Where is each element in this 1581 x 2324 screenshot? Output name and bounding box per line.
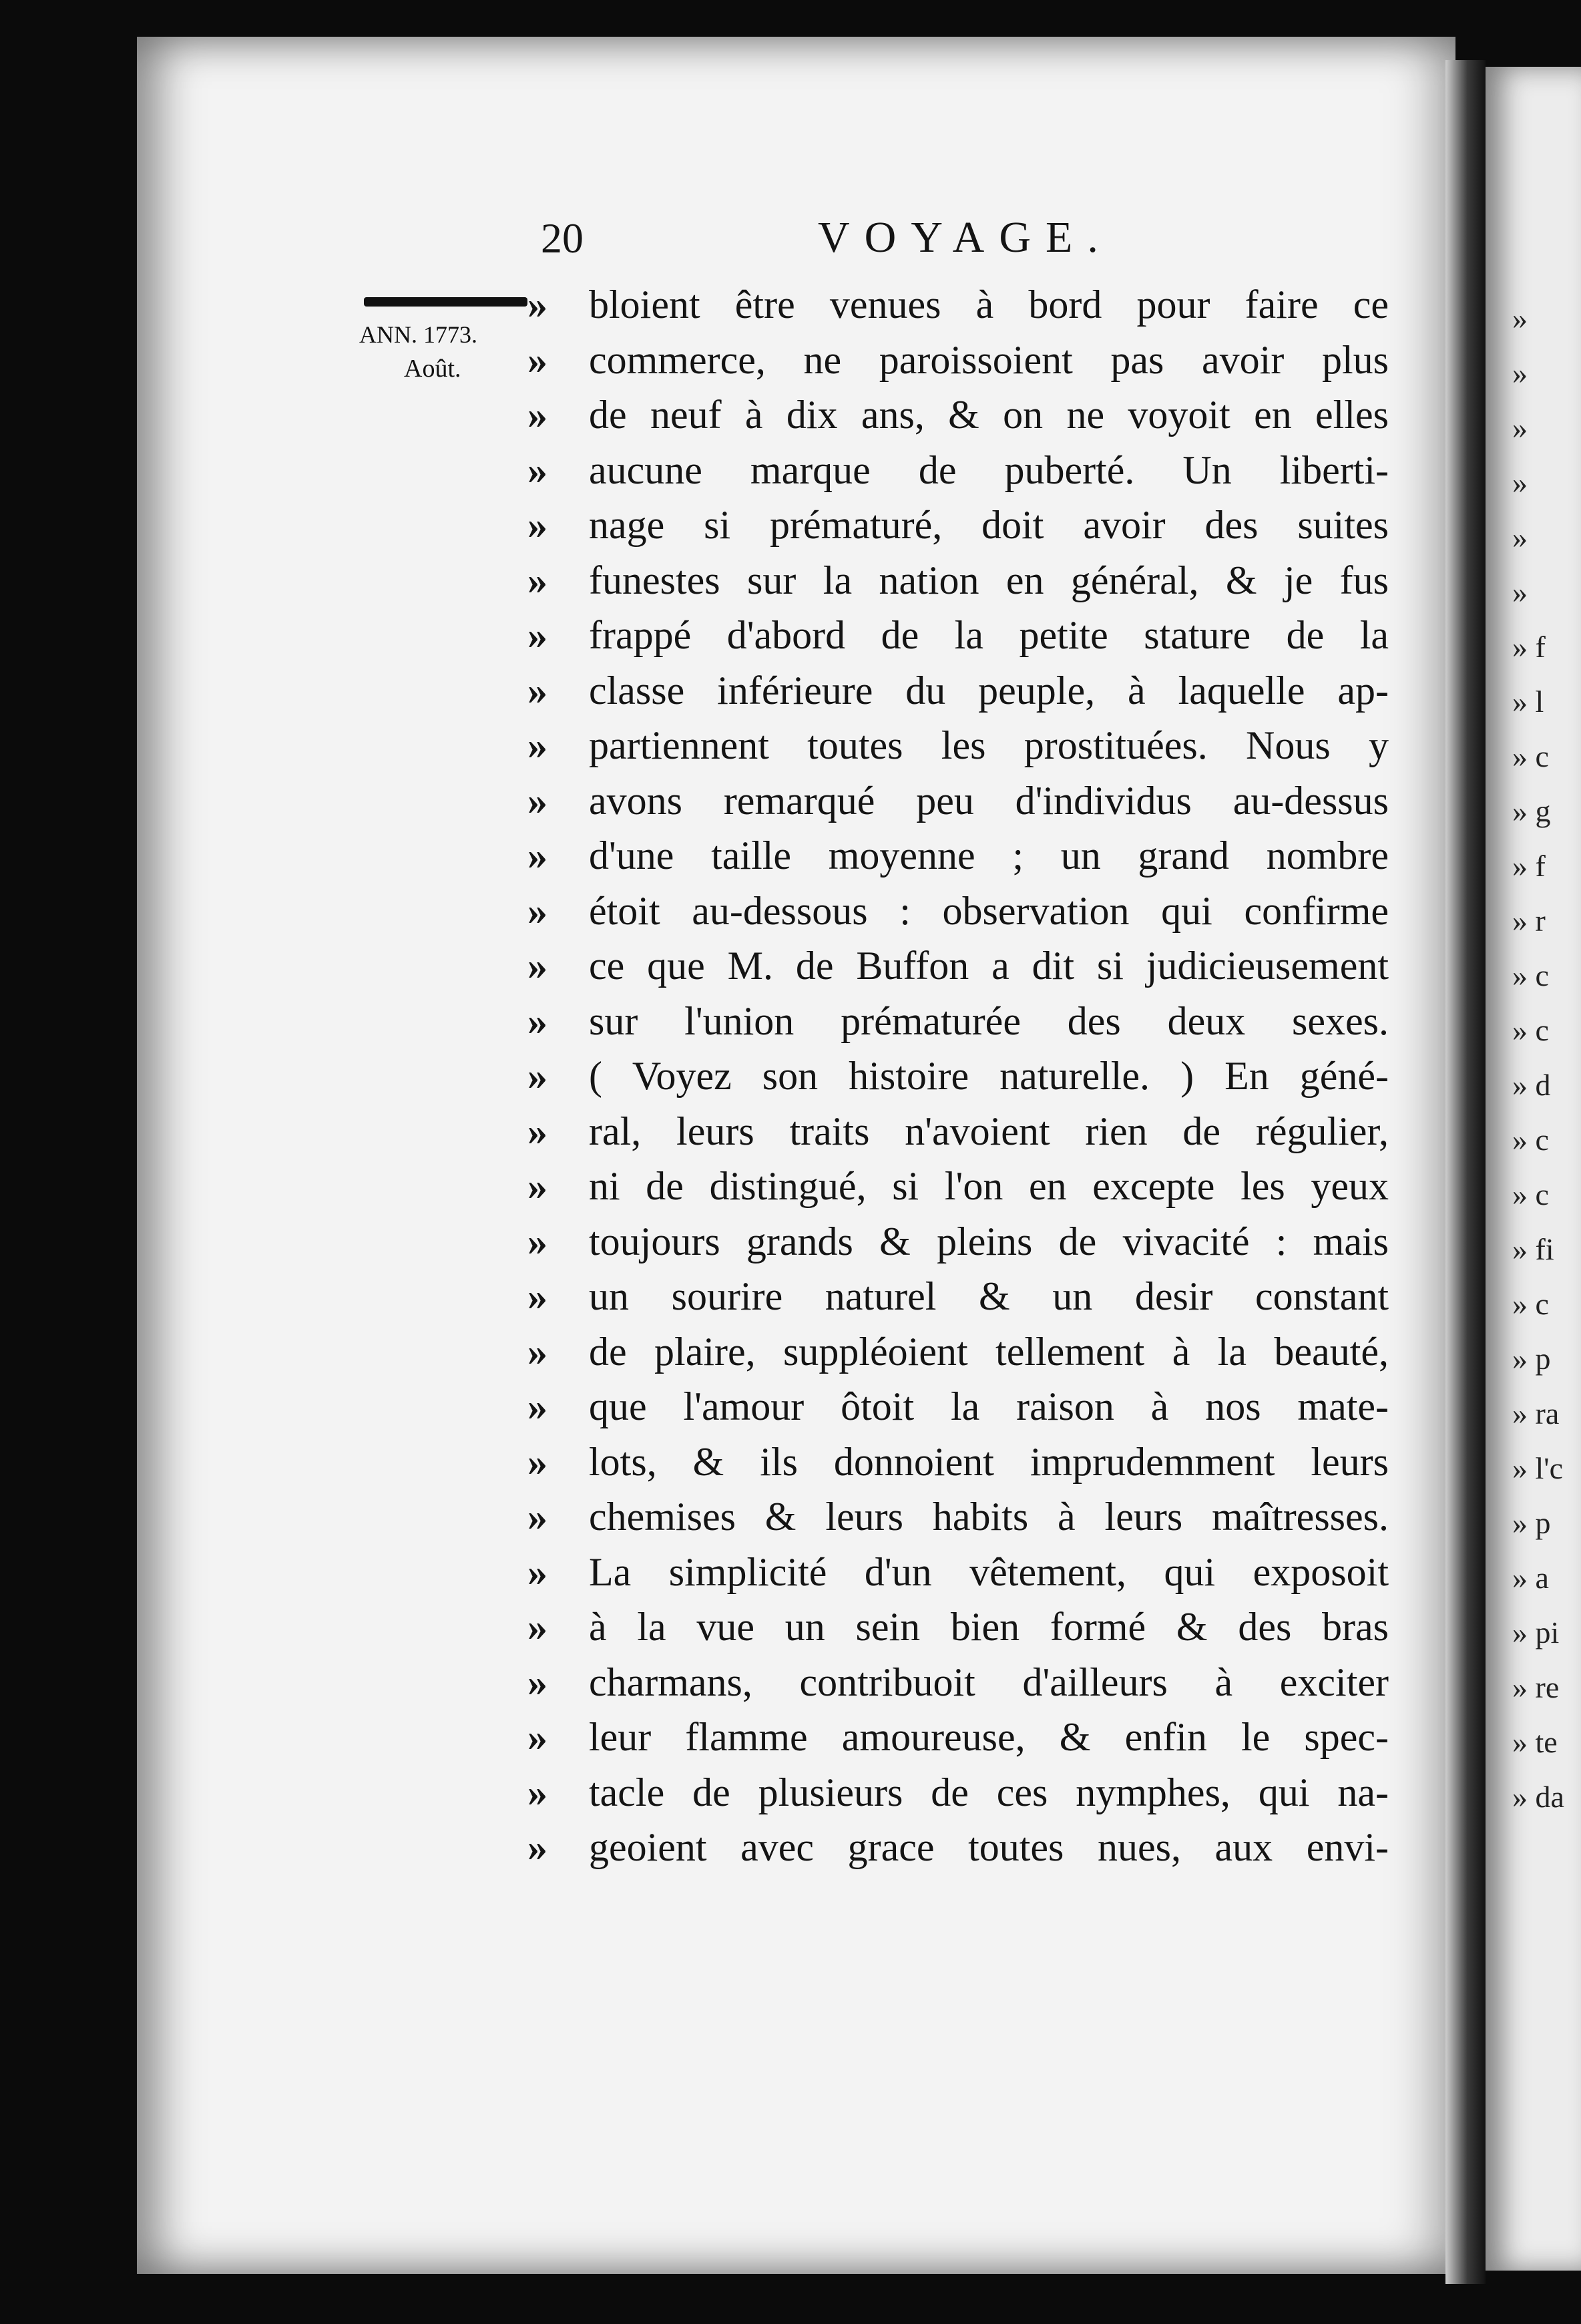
facing-page-fragment: » d (1512, 1068, 1551, 1102)
quote-mark: » (527, 447, 547, 492)
text-line (527, 938, 1389, 994)
line-text: commerce, ne paroissoient pas avoir plus (589, 337, 1389, 382)
quote-mark: » (527, 282, 547, 327)
line-text: leur flamme amoureuse, & enfin le spec- (589, 1715, 1389, 1759)
line-text: bloient être venues à bord pour faire ce (589, 282, 1389, 327)
facing-page-fragment: » da (1512, 1780, 1564, 1814)
line-text: de neuf à dix ans, & on ne voyoit en elles (589, 393, 1389, 437)
facing-page-fragment: » f (1512, 849, 1546, 883)
line-text: partiennent toutes les prostituées. Nous y (589, 723, 1389, 767)
text-line (527, 1379, 1389, 1434)
quote-mark: » (527, 1660, 547, 1704)
text-line (527, 718, 1389, 773)
quote-mark: » (527, 1219, 547, 1264)
facing-page-fragment: » a (1512, 1561, 1549, 1595)
line-text: avons remarqué peu d'individus au-dessus (589, 778, 1389, 823)
text-line (527, 1048, 1389, 1104)
facing-page-fragment: » l'c (1512, 1451, 1563, 1485)
facing-page-fragment: » (1512, 301, 1528, 335)
line-text: ce que M. de Buffon a dit si judicieusement (589, 944, 1389, 988)
facing-page-fragment: » (1512, 520, 1528, 554)
line-text: lots, & ils donnoient imprudemment leurs (589, 1439, 1389, 1484)
facing-page-fragment: » re (1512, 1670, 1560, 1704)
line-text: funestes sur la nation en général, & je fus (589, 558, 1389, 602)
text-line (527, 1489, 1389, 1545)
facing-page-fragment: » c (1512, 1123, 1549, 1157)
text-line (527, 1545, 1389, 1600)
quote-mark: » (527, 613, 547, 657)
text-line (527, 1159, 1389, 1214)
quote-mark: » (527, 723, 547, 767)
text-line (527, 1655, 1389, 1710)
text-line (527, 277, 1389, 333)
quote-mark: » (527, 778, 547, 823)
quote-mark: » (527, 944, 547, 988)
line-text: La simplicité d'un vêtement, qui exposoit (589, 1549, 1389, 1594)
line-text: étoit au-dessous : observation qui confirme (589, 888, 1389, 933)
quote-mark: » (527, 1549, 547, 1594)
quote-mark: » (527, 1605, 547, 1649)
line-text: de plaire, suppléoient tellement à la beauté, (589, 1329, 1389, 1374)
facing-page-fragment: » (1512, 465, 1528, 500)
facing-page-fragment: » p (1512, 1342, 1551, 1376)
facing-page-fragment: » c (1512, 739, 1549, 773)
running-title: VOYAGE. (818, 213, 1113, 262)
text-line (527, 773, 1389, 829)
facing-page-fragment: » f (1512, 630, 1546, 664)
line-text: geoient avec grace toutes nues, aux envi- (589, 1825, 1389, 1869)
facing-page-fragment: » te (1512, 1725, 1558, 1759)
quote-mark: » (527, 833, 547, 878)
text-line (527, 1434, 1389, 1490)
quote-mark: » (527, 503, 547, 547)
quote-mark: » (527, 1329, 547, 1374)
facing-page-fragment: » (1512, 411, 1528, 445)
quote-mark: » (527, 668, 547, 713)
facing-page-fragment: » c (1512, 1287, 1549, 1321)
margin-rule (364, 297, 527, 307)
line-text: à la vue un sein bien formé & des bras (589, 1605, 1389, 1649)
margin-note-year: ANN. 1773. (359, 321, 477, 348)
text-line (527, 1324, 1389, 1380)
quote-mark: » (527, 393, 547, 437)
text-line (527, 994, 1389, 1049)
text-line (527, 443, 1389, 498)
quote-mark: » (527, 1274, 547, 1318)
line-text: ( Voyez son histoire naturelle. ) En géné- (589, 1054, 1389, 1098)
line-text: que l'amour ôtoit la raison à nos mate- (589, 1384, 1389, 1428)
facing-page-fragment: » r (1512, 904, 1546, 938)
facing-page-fragment: » g (1512, 794, 1551, 828)
text-line (527, 1765, 1389, 1820)
facing-page-fragment: » ra (1512, 1396, 1560, 1430)
quote-mark: » (527, 888, 547, 933)
text-line (527, 1599, 1389, 1655)
text-line (527, 1710, 1389, 1765)
quote-mark: » (527, 1770, 547, 1814)
body-text (527, 277, 1389, 1875)
facing-page-edge (1486, 67, 1581, 2271)
text-line (527, 884, 1389, 939)
line-text: ni de distingué, si l'on en excepte les yeux (589, 1164, 1389, 1208)
facing-page-fragment: » c (1512, 958, 1549, 992)
margin-note-month: Août. (404, 355, 461, 383)
facing-page-fragment: » (1512, 356, 1528, 390)
quote-mark: » (527, 1825, 547, 1869)
quote-mark: » (527, 1439, 547, 1484)
text-line (527, 498, 1389, 553)
text-line (527, 608, 1389, 663)
line-text: aucune marque de puberté. Un liberti- (589, 447, 1389, 492)
line-text: un sourire naturel & un desir constant (589, 1274, 1389, 1318)
facing-page-fragment: » (1512, 575, 1528, 609)
quote-mark: » (527, 1384, 547, 1428)
text-line (527, 828, 1389, 884)
text-line (527, 1214, 1389, 1270)
quote-mark: » (527, 1715, 547, 1759)
line-text: frappé d'abord de la petite stature de la (589, 613, 1389, 657)
line-text: classe inférieure du peuple, à laquelle ap- (589, 668, 1389, 713)
line-text: chemises & leurs habits à leurs maîtresses. (589, 1495, 1389, 1539)
text-line (527, 333, 1389, 388)
facing-page-fragment: » fi (1512, 1232, 1554, 1266)
line-text: sur l'union prématurée des deux sexes. (589, 998, 1389, 1043)
quote-mark: » (527, 558, 547, 602)
facing-page-fragment: » l (1512, 685, 1544, 719)
line-text: toujours grands & pleins de vivacité : mais (589, 1219, 1389, 1264)
quote-mark: » (527, 1109, 547, 1153)
text-line (527, 387, 1389, 443)
line-text: tacle de plusieurs de ces nymphes, qui na- (589, 1770, 1389, 1814)
text-line (527, 663, 1389, 719)
facing-page-fragment: » pi (1512, 1615, 1560, 1650)
book-gutter (1445, 60, 1486, 2284)
text-line (527, 1820, 1389, 1875)
quote-mark: » (527, 337, 547, 382)
quote-mark: » (527, 1164, 547, 1208)
text-line (527, 1269, 1389, 1324)
quote-mark: » (527, 1054, 547, 1098)
quote-mark: » (527, 998, 547, 1043)
page-number: 20 (541, 214, 584, 262)
text-line (527, 1104, 1389, 1159)
facing-page-fragment: » p (1512, 1506, 1551, 1540)
line-text: ral, leurs traits n'avoient rien de régulier, (589, 1109, 1389, 1153)
facing-page-fragment: » c (1512, 1177, 1549, 1211)
line-text: d'une taille moyenne ; un grand nombre (589, 833, 1389, 878)
line-text: charmans, contribuoit d'ailleurs à exciter (589, 1660, 1389, 1704)
text-line (527, 553, 1389, 608)
quote-mark: » (527, 1495, 547, 1539)
line-text: nage si prématuré, doit avoir des suites (589, 503, 1389, 547)
facing-page-fragment: » c (1512, 1013, 1549, 1047)
